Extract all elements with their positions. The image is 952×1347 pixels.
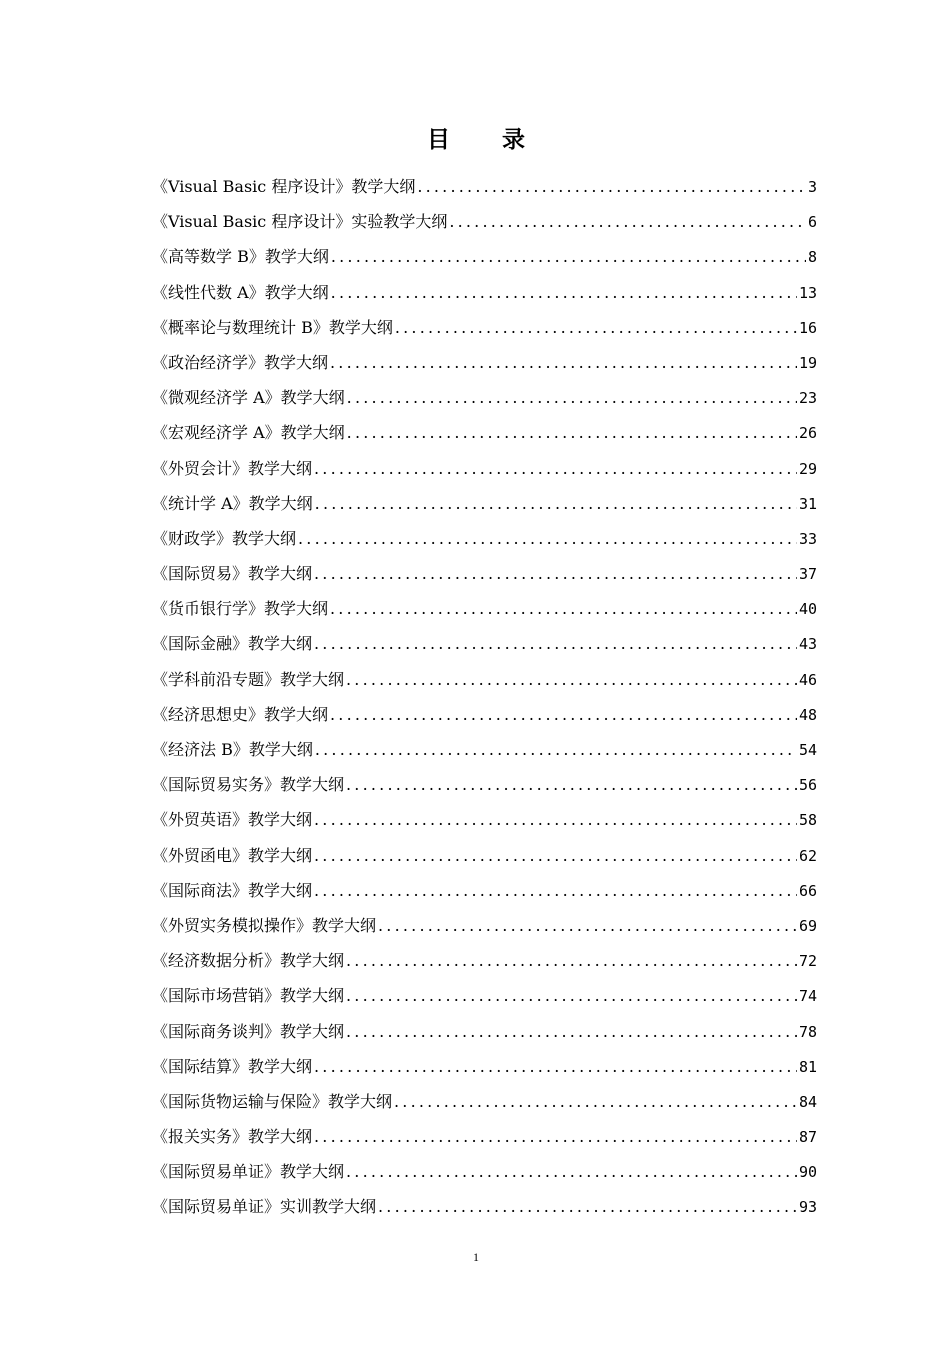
toc-entry[interactable] (152, 628, 817, 663)
toc-dot-leader (315, 734, 797, 766)
toc-entry-page-number: 74 (798, 987, 817, 1006)
toc-entry-title: 《外贸函电》教学大纲 (152, 845, 313, 865)
toc-entry[interactable] (152, 453, 817, 488)
toc-entry-page-number: 66 (798, 881, 817, 900)
toc-dot-leader (378, 1191, 797, 1223)
toc-entry-page-number: 69 (798, 916, 817, 935)
toc-entry-page-number: 6 (807, 213, 817, 232)
toc-entry-title: 《外贸实务模拟操作》教学大纲 (152, 915, 377, 935)
toc-entry-page-number: 26 (798, 424, 817, 443)
toc-entry[interactable] (152, 664, 817, 699)
toc-entry[interactable] (152, 1086, 817, 1121)
toc-dot-leader (346, 1016, 797, 1048)
toc-entry-page-number: 16 (798, 318, 817, 337)
toc-entry-title: 《高等数学 B》教学大纲 (152, 247, 329, 267)
toc-dot-leader (314, 628, 797, 660)
page-title: 目 录 (426, 126, 547, 153)
toc-entry[interactable] (152, 734, 817, 769)
toc-entry[interactable] (152, 417, 817, 452)
toc-entry[interactable] (152, 206, 817, 241)
toc-dot-leader (330, 347, 797, 379)
toc-dot-leader (346, 769, 797, 801)
toc-entry-page-number: 87 (798, 1128, 817, 1147)
toc-entry-title: 《宏观经济学 A》教学大纲 (152, 423, 345, 443)
toc-dot-leader (314, 840, 797, 872)
toc-entry-page-number: 54 (798, 741, 817, 759)
toc-dot-leader (346, 945, 797, 977)
toc-entry-title: 《国际贸易单证》教学大纲 (152, 1162, 345, 1182)
toc-entry[interactable] (152, 875, 817, 910)
toc-dot-leader (314, 875, 797, 907)
toc-entry-title: 《Visual Basic 程序设计》教学大纲 (152, 177, 416, 196)
toc-dot-leader (346, 980, 797, 1012)
toc-entry-page-number: 58 (798, 811, 817, 830)
toc-entry-title: 《国际市场营销》教学大纲 (152, 986, 345, 1006)
toc-entry-title: 《报关实务》教学大纲 (152, 1127, 313, 1147)
toc-entry[interactable] (152, 312, 817, 347)
toc-dot-leader (378, 910, 797, 942)
toc-dot-leader (395, 312, 797, 344)
toc-entry-title: 《国际商务谈判》教学大纲 (152, 1021, 345, 1041)
toc-entry[interactable] (152, 523, 817, 558)
toc-entry-page-number: 72 (798, 952, 817, 971)
toc-entry[interactable] (152, 945, 817, 980)
toc-entry-page-number: 46 (798, 670, 817, 689)
toc-entry[interactable] (152, 769, 817, 804)
toc-entry-page-number: 43 (798, 635, 817, 654)
toc-entry[interactable] (152, 241, 817, 276)
toc-entry-page-number: 31 (798, 494, 817, 513)
toc-entry-page-number: 19 (798, 353, 817, 372)
toc-entry-title: 《国际金融》教学大纲 (152, 634, 313, 654)
toc-entry-title: 《经济数据分析》教学大纲 (152, 951, 345, 971)
toc-entry-title: 《概率论与数理统计 B》教学大纲 (152, 317, 393, 337)
toc-entry-page-number: 37 (798, 565, 817, 584)
toc-dot-leader (330, 593, 797, 625)
toc-entry-title: 《国际结算》教学大纲 (152, 1056, 313, 1076)
toc-entry-title: 《国际贸易》教学大纲 (152, 564, 313, 584)
toc-entry[interactable] (152, 910, 817, 945)
toc-entry-page-number: 23 (798, 389, 817, 408)
toc-entry[interactable] (152, 558, 817, 593)
toc-entry[interactable] (152, 804, 817, 839)
toc-entry-page-number: 90 (798, 1163, 817, 1182)
toc-dot-leader (331, 241, 806, 273)
toc-entry-title: 《国际货物运输与保险》教学大纲 (152, 1091, 393, 1111)
toc-dot-leader (449, 206, 806, 238)
toc-entry-title: 《学科前沿专题》教学大纲 (152, 669, 345, 689)
toc-entry-page-number: 13 (798, 283, 817, 302)
toc-entry[interactable] (152, 593, 817, 628)
toc-dot-leader (347, 417, 797, 449)
toc-entry-page-number: 62 (798, 846, 817, 865)
toc-entry-page-number: 93 (798, 1198, 817, 1217)
toc-entry-title: 《Visual Basic 程序设计》实验教学大纲 (152, 212, 448, 232)
toc-entry-title: 《经济思想史》教学大纲 (152, 704, 329, 724)
toc-entry-title: 《线性代数 A》教学大纲 (152, 282, 329, 302)
toc-entry[interactable] (152, 980, 817, 1015)
toc-entry-page-number: 33 (798, 529, 817, 548)
toc-entry-title: 《经济法 B》教学大纲 (152, 740, 313, 759)
toc-entry[interactable] (152, 1121, 817, 1156)
toc-dot-leader (314, 804, 797, 836)
toc-entry-page-number: 56 (798, 776, 817, 795)
toc-entry[interactable] (152, 1191, 817, 1226)
toc-entry-title: 《国际商法》教学大纲 (152, 880, 313, 900)
toc-dot-leader (394, 1086, 797, 1118)
toc-entry-page-number: 81 (798, 1057, 817, 1076)
toc-entry[interactable] (152, 347, 817, 382)
table-of-contents (152, 171, 817, 1227)
toc-dot-leader (314, 1051, 797, 1083)
toc-entry[interactable] (152, 1156, 817, 1191)
toc-entry[interactable] (152, 382, 817, 417)
toc-entry-page-number: 84 (798, 1092, 817, 1111)
toc-entry-page-number: 3 (807, 178, 817, 196)
toc-entry-title: 《微观经济学 A》教学大纲 (152, 388, 345, 408)
toc-entry-title: 《外贸会计》教学大纲 (152, 458, 313, 478)
toc-entry[interactable] (152, 171, 817, 206)
page-number: 1 (473, 1250, 479, 1264)
toc-entry-page-number: 29 (798, 459, 817, 478)
toc-dot-leader (330, 699, 797, 731)
toc-entry[interactable] (152, 277, 817, 312)
toc-dot-leader (346, 1156, 797, 1188)
toc-entry-page-number: 8 (807, 248, 817, 267)
toc-entry[interactable] (152, 1051, 817, 1086)
toc-entry[interactable] (152, 840, 817, 875)
toc-entry-title: 《国际贸易实务》教学大纲 (152, 775, 345, 795)
toc-dot-leader (298, 523, 797, 555)
toc-entry[interactable] (152, 488, 817, 523)
toc-entry-title: 《国际贸易单证》实训教学大纲 (152, 1197, 377, 1217)
toc-entry-page-number: 78 (798, 1022, 817, 1041)
toc-entry-title: 《政治经济学》教学大纲 (152, 352, 329, 372)
toc-dot-leader (331, 277, 797, 309)
toc-dot-leader (314, 453, 797, 485)
toc-entry-title: 《财政学》教学大纲 (152, 528, 297, 548)
toc-entry-page-number: 40 (798, 600, 817, 619)
toc-entry-title: 《外贸英语》教学大纲 (152, 810, 313, 830)
toc-dot-leader (347, 382, 797, 414)
toc-dot-leader (417, 171, 806, 203)
toc-dot-leader (314, 558, 797, 590)
toc-entry-title: 《统计学 A》教学大纲 (152, 493, 313, 513)
toc-entry-page-number: 48 (798, 705, 817, 724)
toc-dot-leader (315, 488, 797, 520)
toc-entry[interactable] (152, 1016, 817, 1051)
toc-entry-title: 《货币银行学》教学大纲 (152, 599, 329, 619)
toc-dot-leader (314, 1121, 797, 1153)
toc-entry[interactable] (152, 699, 817, 734)
toc-dot-leader (346, 664, 797, 696)
